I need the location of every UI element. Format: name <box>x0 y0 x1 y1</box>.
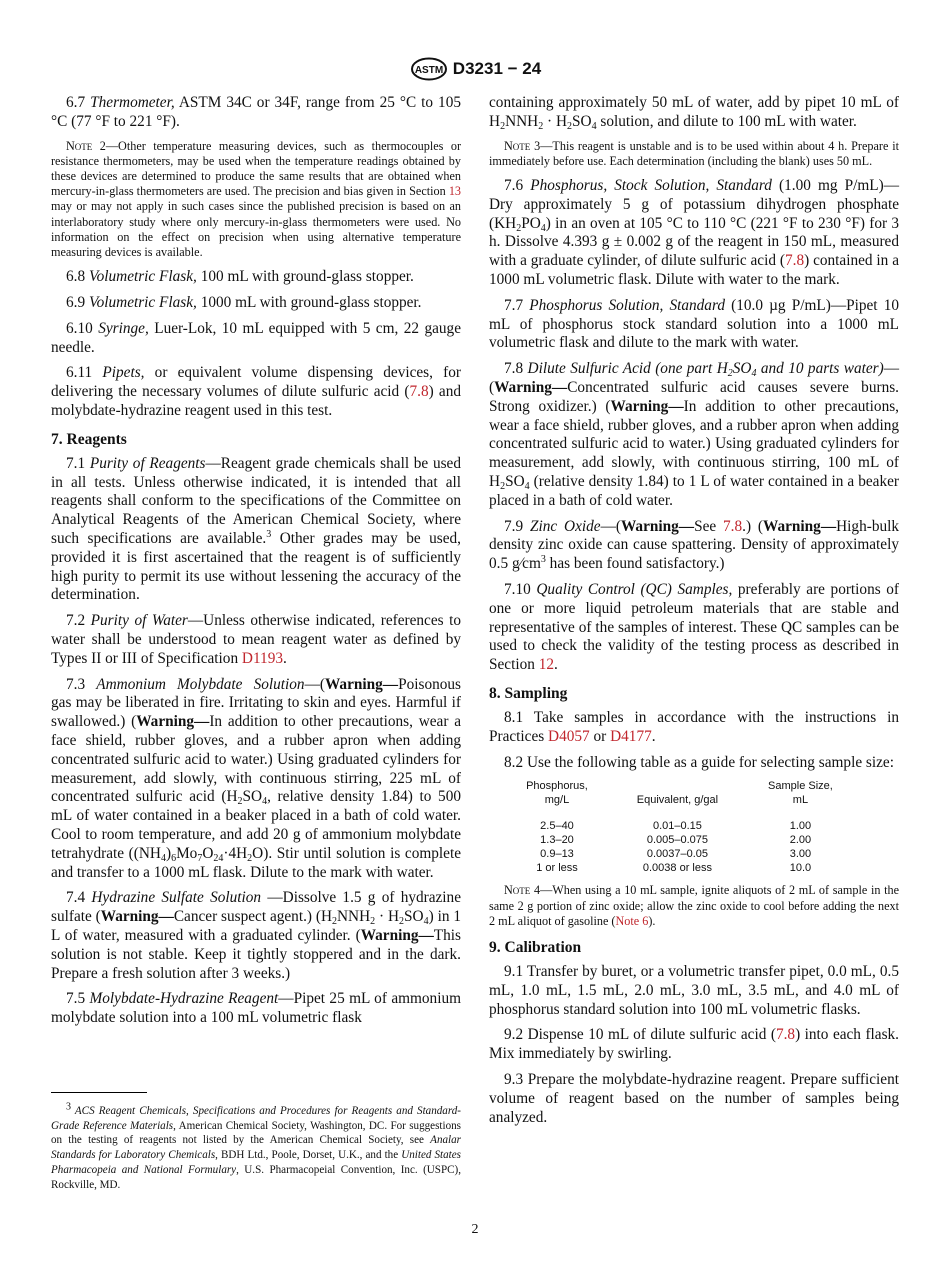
section-7-2: 7.2 Purity of Water—Unless otherwise indicated, references to water shall be understood to mean reagent water as defined by Types II or III of Specification D1193. <box>51 612 462 667</box>
section-8-1: 8.1 Take samples in accordance with the instructions in Practices D4057 or D4177. <box>489 708 899 745</box>
section-13-link[interactable]: 13 <box>448 184 461 199</box>
column-header-sample-size: Sample Size, mL <box>768 780 833 807</box>
section-9-1: 9.1 Transfer by buret, or a volumetric transfer pipet, 0.0 mL, 0.5 mL, 1.0 mL, 1.5 mL, 2.0 mL, 3.0 mL, 3.5 mL, and 4.0 mL of phosphorus standard solution into 100 mL volumetric flasks. <box>489 962 899 1018</box>
astm-logo-icon <box>409 57 449 81</box>
section-7-8-link[interactable]: 7.8 <box>723 517 743 535</box>
section-6-7: 6.7 Thermometer, ASTM 34C or 34F, range from 25 °C to 105 °C (77 °F to 221 °F). <box>51 94 462 130</box>
section-7-4: 7.4 Hydrazine Sulfate Solution —Dissolve 1.5 g of hydrazine sulfate (Warning—Cancer suspect agent.) $(H_2NNH_2 \cdot H_2SO_4)$ in 1 L of water, measured with a graduated cylinder. (Warning—This solution is not stable. Keep it tightly stoppered and in the dark. Prepare a fresh solution after 3 weeks.) <box>51 889 461 982</box>
section-7-7: 7.7 Phosphorus Solution, Standard (10.0 µg P/mL)—Pipet 10 mL of phosphorus stock standard solution into a 1000 mL volumetric flask and dilute to the mark with water. <box>489 296 899 352</box>
sample-size-table <box>505 779 855 875</box>
column-header-phosphorus: Phosphorus, mg/L <box>526 780 588 807</box>
table-row <box>505 833 855 847</box>
note-4: Note 4—When using a 10 mL sample, ignite aliquots of 2 mL of sample in the same 2 g portion of zinc oxide; allow the zinc oxide to cool before adding the next 2 mL aliquot of gasoline (Note 6). <box>489 883 899 928</box>
note-3: Note 3—This reagent is unstable and is to be used within about 4 h. Prepare it immediately before use. Each determination (including the blank) uses 50 mL. <box>489 138 899 168</box>
heading-sampling: 8. Sampling <box>489 684 568 702</box>
page-header <box>0 56 950 82</box>
section-7-8-link[interactable]: 7.8 <box>409 383 429 401</box>
section-6-8: 6.8 Volumetric Flask, 100 mL with ground-glass stopper. <box>66 268 414 286</box>
table-cell: 3.00 <box>789 848 812 861</box>
section-8-2: 8.2 Use the following table as a guide for selecting sample size: <box>504 753 894 771</box>
table-cell: 0.9–13 <box>540 848 574 861</box>
table-cell: 0.005–0.075 <box>646 834 709 847</box>
table-row <box>505 861 855 875</box>
right-column <box>489 94 899 1134</box>
column-header-equivalent: Equivalent, g/gal <box>636 794 719 807</box>
heading-calibration: 9. Calibration <box>489 938 582 956</box>
table-cell: 10.0 <box>789 862 812 875</box>
table-header-row <box>505 779 855 819</box>
section-6-9: 6.9 Volumetric Flask, 1000 mL with ground-glass stopper. <box>66 294 422 312</box>
section-7-9: 7.9 Zinc Oxide—(Warning—See 7.8.) (Warning—High-bulk density zinc oxide can cause spattering. Density of approximately 0.5 $g⁄cm^3$ has been found satisfactory.) <box>489 517 900 573</box>
d4177-link[interactable]: D4177 <box>610 727 652 745</box>
left-column <box>51 94 461 1035</box>
table-cell: 1.00 <box>789 820 812 833</box>
section-7-8: 7.8 Dilute Sulfuric Acid (one part $H_2SO_4$ and 10 parts water)—(Warning—Concentrated sulfuric acid causes severe burns. Strong oxidizer.) (Warning—In addition to other precautions, wear a face shield, rubber gloves, and a rubber apron when adding concentrated sulfuric acid to water.) Using graduated cylinders for measurement, add slowly, with continuous stirring, 100 mL of $H_2SO_4$ (relative density 1.84) to 1 L of water contained in a beaker placed in a bath of cold water. <box>489 360 900 509</box>
section-9-2: 9.2 Dispense 10 mL of dilute sulfuric acid (7.8) into each flask. Mix immediately by swirling. <box>489 1026 899 1063</box>
section-12-link[interactable]: 12 <box>538 656 555 674</box>
note-6-link[interactable]: Note 6 <box>615 913 649 928</box>
section-7-3: 7.3 Ammonium Molybdate Solution—(Warning—Poisonous gas may be liberated in fire. Irritating to skin and eyes. Harmful if swallowed.) (Warning—In addition to other precautions, wear a face shield, rubber gloves, and a rubber apron when adding concentrated sulfuric acid to water.) Using graduated cylinders for measurement, add slowly, with continuous stirring, 225 mL of concentrated sulfuric acid ($H_2SO_4$, relative density 1.84) to 500 mL of water contained in a beaker placed in a bath of cold water. Cool to room temperature, and add 20 g of ammonium molybdate tetrahydrate $((NH_4)_6Mo_7O_{24}\cdot 4H_2O)$. Stir until solution is complete and transfer to a 1000 mL flask. Dilute to the mark with water. <box>51 675 461 881</box>
footnote-divider <box>51 1092 147 1093</box>
section-6-11: 6.11 Pipets, or equivalent volume dispensing devices, for delivering the necessary volumes of dilute sulfuric acid (7.8) and molybdate-hydrazine reagent used in this test. <box>51 364 461 419</box>
document-number: D3231 − 24 <box>452 59 542 78</box>
section-7-8-link[interactable]: 7.8 <box>784 252 805 270</box>
svg-text:ASTM: ASTM <box>414 65 443 76</box>
heading-reagents: 7. Reagents <box>51 430 127 448</box>
section-7-6: 7.6 Phosphorus, Stock Solution, Standard (1.00 mg P/mL)—Dry approximately 5 g of potassium dihydrogen phosphate $(KH_2PO_4)$ in an oven at 105 °C to 110 °C (221 °F to 230 °F) for 3 h. Dissolve 4.393 g ± 0.002 g of the reagent in 150 mL, measured with a graduate cylinder, of dilute sulfuric acid (7.8) contained in a 1000 mL volumetric flask. Dilute with water to the mark. <box>489 177 900 288</box>
section-7-5: 7.5 Molybdate-Hydrazine Reagent—Pipet 25 mL of ammonium molybdate solution into a 100 mL volumetric flask <box>51 990 461 1027</box>
d1193-link[interactable]: D1193 <box>241 649 283 667</box>
section-9-3: 9.3 Prepare the molybdate-hydrazine reagent. Prepare sufficient volume of reagent based on the number of samples being analyzed. <box>489 1070 899 1126</box>
footnote-3: $^3$ ACS Reagent Chemicals, Specifications and Procedures for Reagents and Standard-Grade Reference Materials, American Chemical Society, Washington, DC. For suggestions on the testing of reagents not listed by the American Chemical Society, see Analar Standards for Laboratory Chemicals, BDH Ltd., Poole, Dorset, U.K., and the United States Pharmacopeia and National Formulary, U.S. Pharmacopeial Convention, Inc. (USPC), Rockville, MD. <box>51 1101 462 1191</box>
table-row <box>505 847 855 861</box>
table-cell: 0.0037–0.05 <box>646 848 709 861</box>
note-2: Note 2—Other temperature measuring devices, such as thermocouples or resistance thermometers, may be used when the temperature readings obtained by these devices are determined to produce the same results that are obtained when mercury-in-glass thermometers are used. The precision and bias given in Section 13 may or may not apply in such cases since the published precision is based on an interlaboratory study where only mercury-in-glass thermometers were used. No information on the effect on precision when using alternative temperature measuring devices is available. <box>51 138 461 260</box>
table-cell: 2.00 <box>789 834 812 847</box>
section-7-5-continued: containing approximately 50 mL of water, add by pipet 10 mL of $H_2NNH_2 \cdot H_2SO_4$ solution, and dilute to 100 mL with water. <box>489 94 899 132</box>
d4057-link[interactable]: D4057 <box>548 727 590 745</box>
table-cell: 1 or less <box>536 862 578 875</box>
table-cell: 2.5–40 <box>540 820 574 833</box>
table-cell: 0.01–0.15 <box>652 820 702 833</box>
section-6-10: 6.10 Syringe, Luer-Lok, 10 mL equipped with 5 cm, 22 gauge needle. <box>51 319 461 356</box>
page-number: 2 <box>471 1222 479 1237</box>
section-7-10: 7.10 Quality Control (QC) Samples, preferably are portions of one or more liquid petroleum materials that are stable and representative of the samples of interest. These QC samples can be used to check the validity of the testing process as described in Section 12. <box>489 580 900 674</box>
table-cell: 0.0038 or less <box>642 862 712 875</box>
table-cell: 1.3–20 <box>540 834 574 847</box>
section-7-1: 7.1 Purity of Reagents—Reagent grade chemicals shall be used in all tests. Unless otherwise indicated, it is intended that all reagents shall conform to the specifications of the Committee on Analytical Reagents of the American Chemical Society, where such specifications are available.$^3$ Other grades may be used, provided it is first ascertained that the reagent is of sufficiently high purity to permit its use without lessening the accuracy of the determination. <box>51 454 461 604</box>
section-7-8-link[interactable]: 7.8 <box>775 1026 796 1044</box>
table-row <box>505 819 855 833</box>
